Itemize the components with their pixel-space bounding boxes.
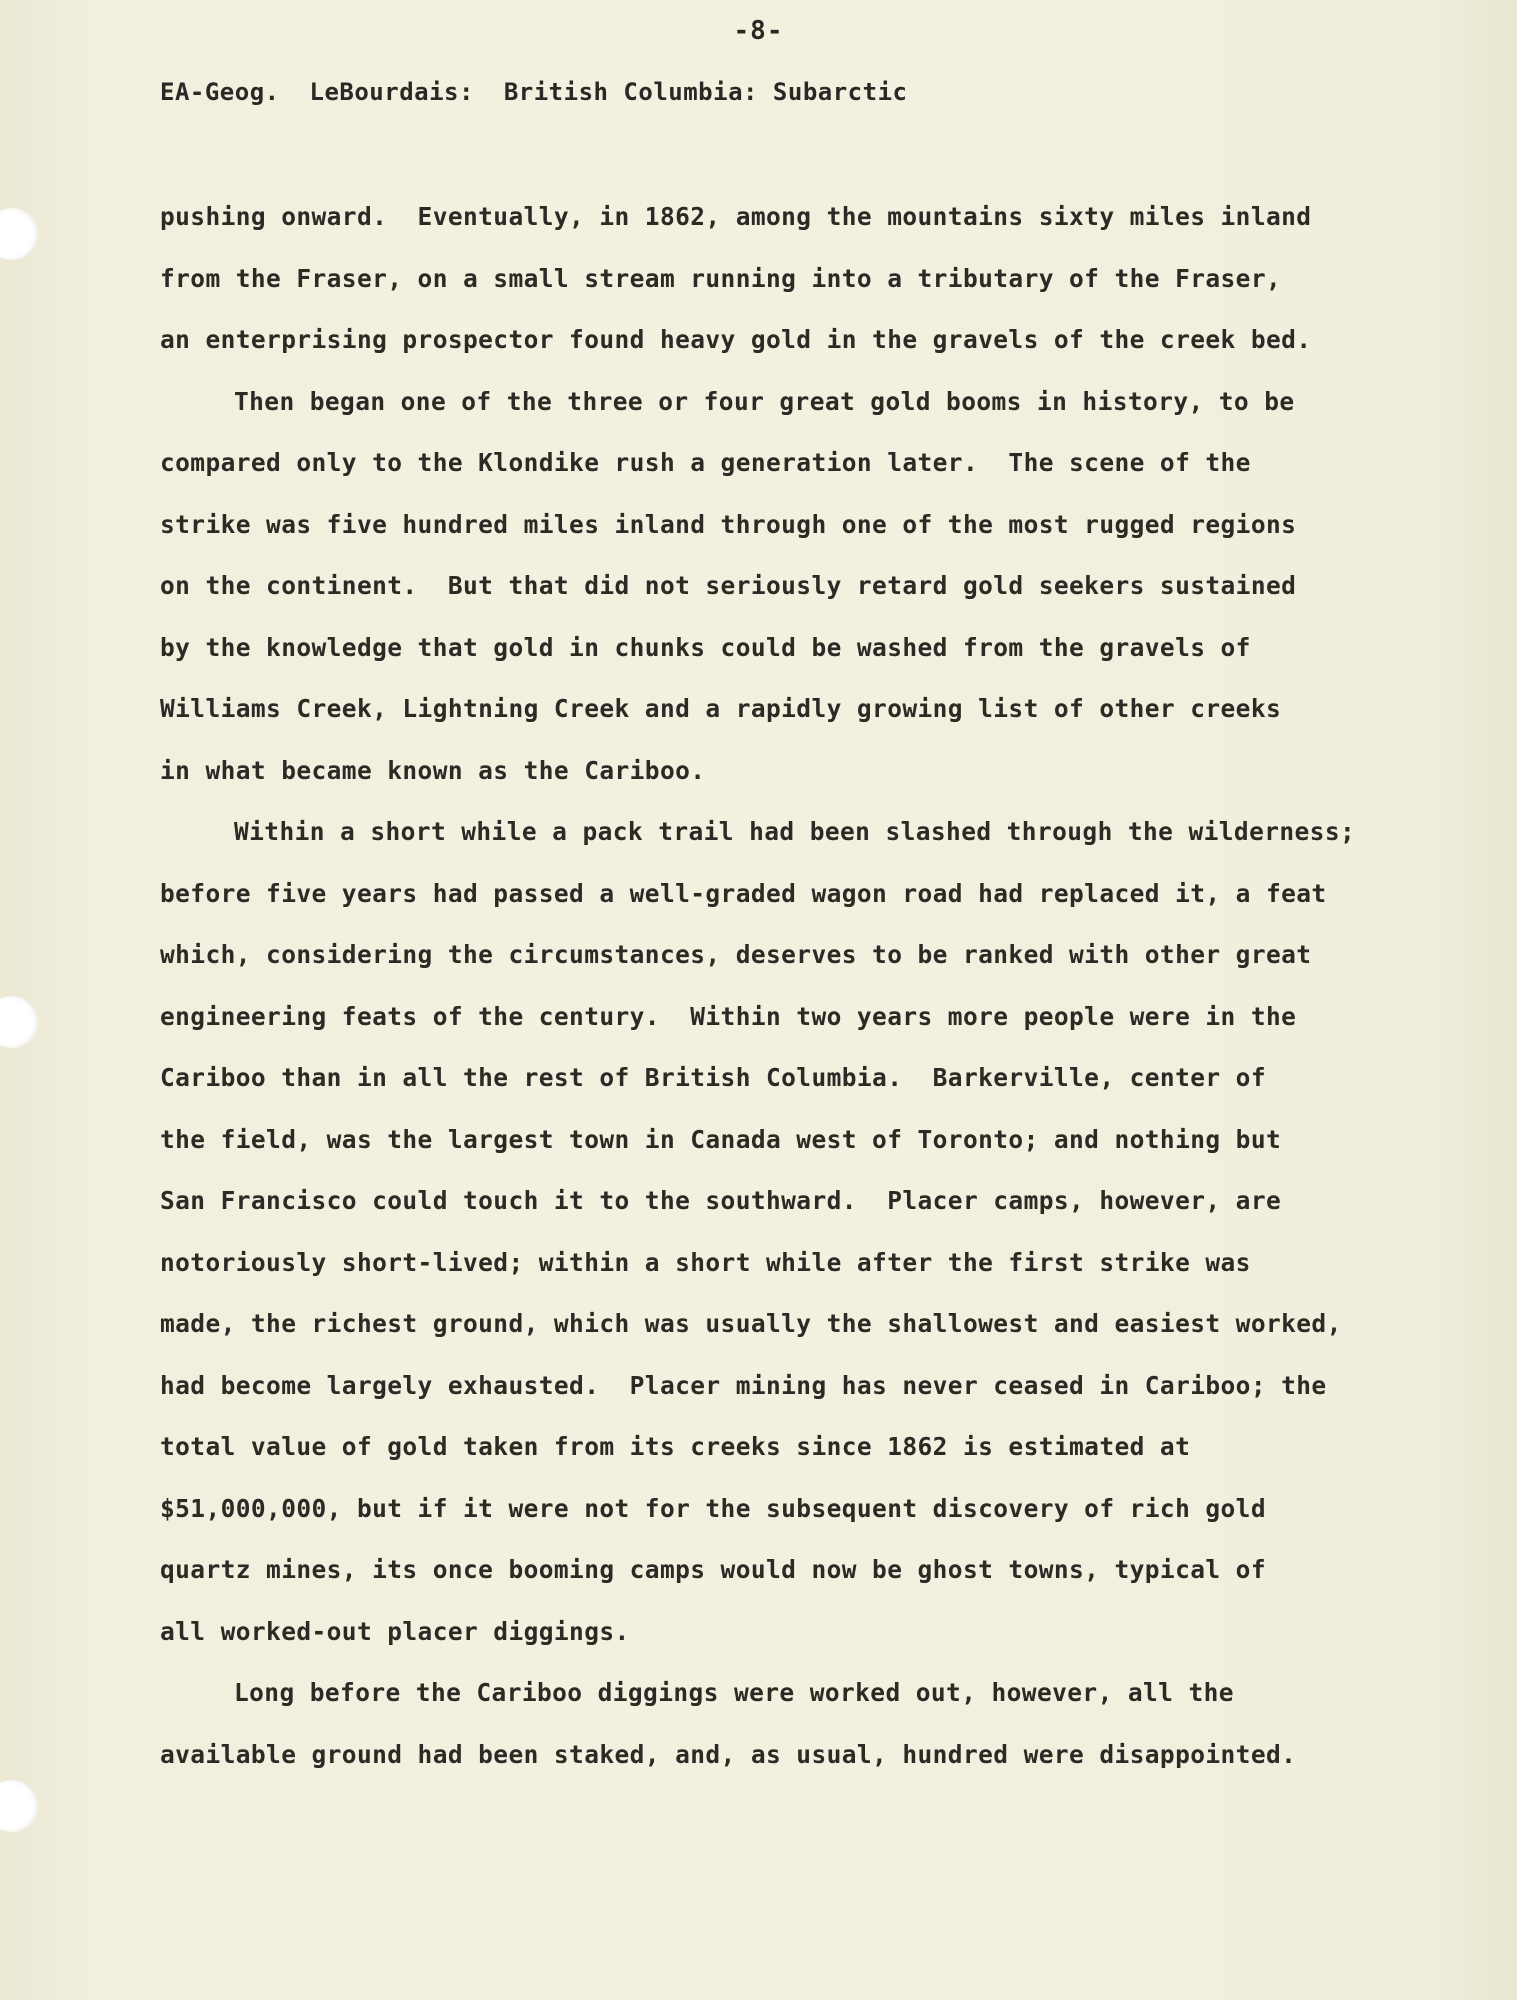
body-text (160, 196, 1380, 1795)
punch-hole-top (0, 208, 38, 260)
text-line: an enterprising prospector found heavy gold in the gravels of the creek bed. (160, 325, 1312, 354)
text-line: engineering feats of the century. Within two years more people were in the (160, 1001, 1297, 1031)
text-line: notoriously short-lived; within a short while after the first strike was (160, 1247, 1251, 1277)
text-line: available ground had been staked, and, as usual, hundred were disappointed. (160, 1739, 1297, 1769)
text-line: San Francisco could touch it to the southward. Placer camps, however, are (160, 1186, 1282, 1215)
text-line: made, the richest ground, which was usually the shallowest and easiest worked, (160, 1309, 1342, 1338)
text-line: by the knowledge that gold in chunks could be washed from the gravels of (160, 632, 1251, 662)
text-line: $51,000,000, but if it were not for the subsequent discovery of rich gold (160, 1493, 1266, 1523)
text-line: in what became known as the Cariboo. (160, 755, 706, 785)
text-line: pushing onward. Eventually, in 1862, among the mountains sixty miles inland (160, 202, 1312, 231)
punch-hole-bottom (0, 1780, 38, 1832)
text-line: which, considering the circumstances, deserves to be ranked with other great (160, 940, 1312, 969)
text-line: compared only to the Klondike rush a generation later. The scene of the (160, 448, 1251, 477)
text-line: Cariboo than in all the rest of British Columbia. Barkerville, center of (160, 1063, 1266, 1092)
text-line: before five years had passed a well-graded wagon road had replaced it, a feat (160, 878, 1327, 908)
text-line: Long before the Cariboo diggings were worked out, however, all the (234, 1678, 1234, 1707)
text-line: from the Fraser, on a small stream running into a tributary of the Fraser, (160, 263, 1282, 293)
text-line: strike was five hundred miles inland through one of the most rugged regions (160, 509, 1297, 539)
text-line: all worked-out placer diggings. (160, 1616, 630, 1646)
page-number: -8- (733, 16, 784, 46)
text-line: quartz mines, its once booming camps would now be ghost towns, typical of (160, 1555, 1266, 1584)
text-line: total value of gold taken from its creeks since 1862 is estimated at (160, 1432, 1191, 1461)
text-line: the field, was the largest town in Canada west of Toronto; and nothing but (160, 1124, 1282, 1154)
text-line: had become largely exhausted. Placer mining has never ceased in Cariboo; the (160, 1370, 1327, 1400)
text-line: on the continent. But that did not seriously retard gold seekers sustained (160, 571, 1297, 600)
punch-hole-middle (0, 996, 38, 1048)
text-line: Williams Creek, Lightning Creek and a rapidly growing list of other creeks (160, 694, 1282, 723)
text-line: Within a short while a pack trail had been slashed through the wilderness; (234, 817, 1356, 846)
text-line: Then began one of the three or four great gold booms in history, to be (234, 386, 1295, 416)
document-header: EA-Geog. LeBourdais: British Columbia: Subarctic (160, 78, 908, 106)
